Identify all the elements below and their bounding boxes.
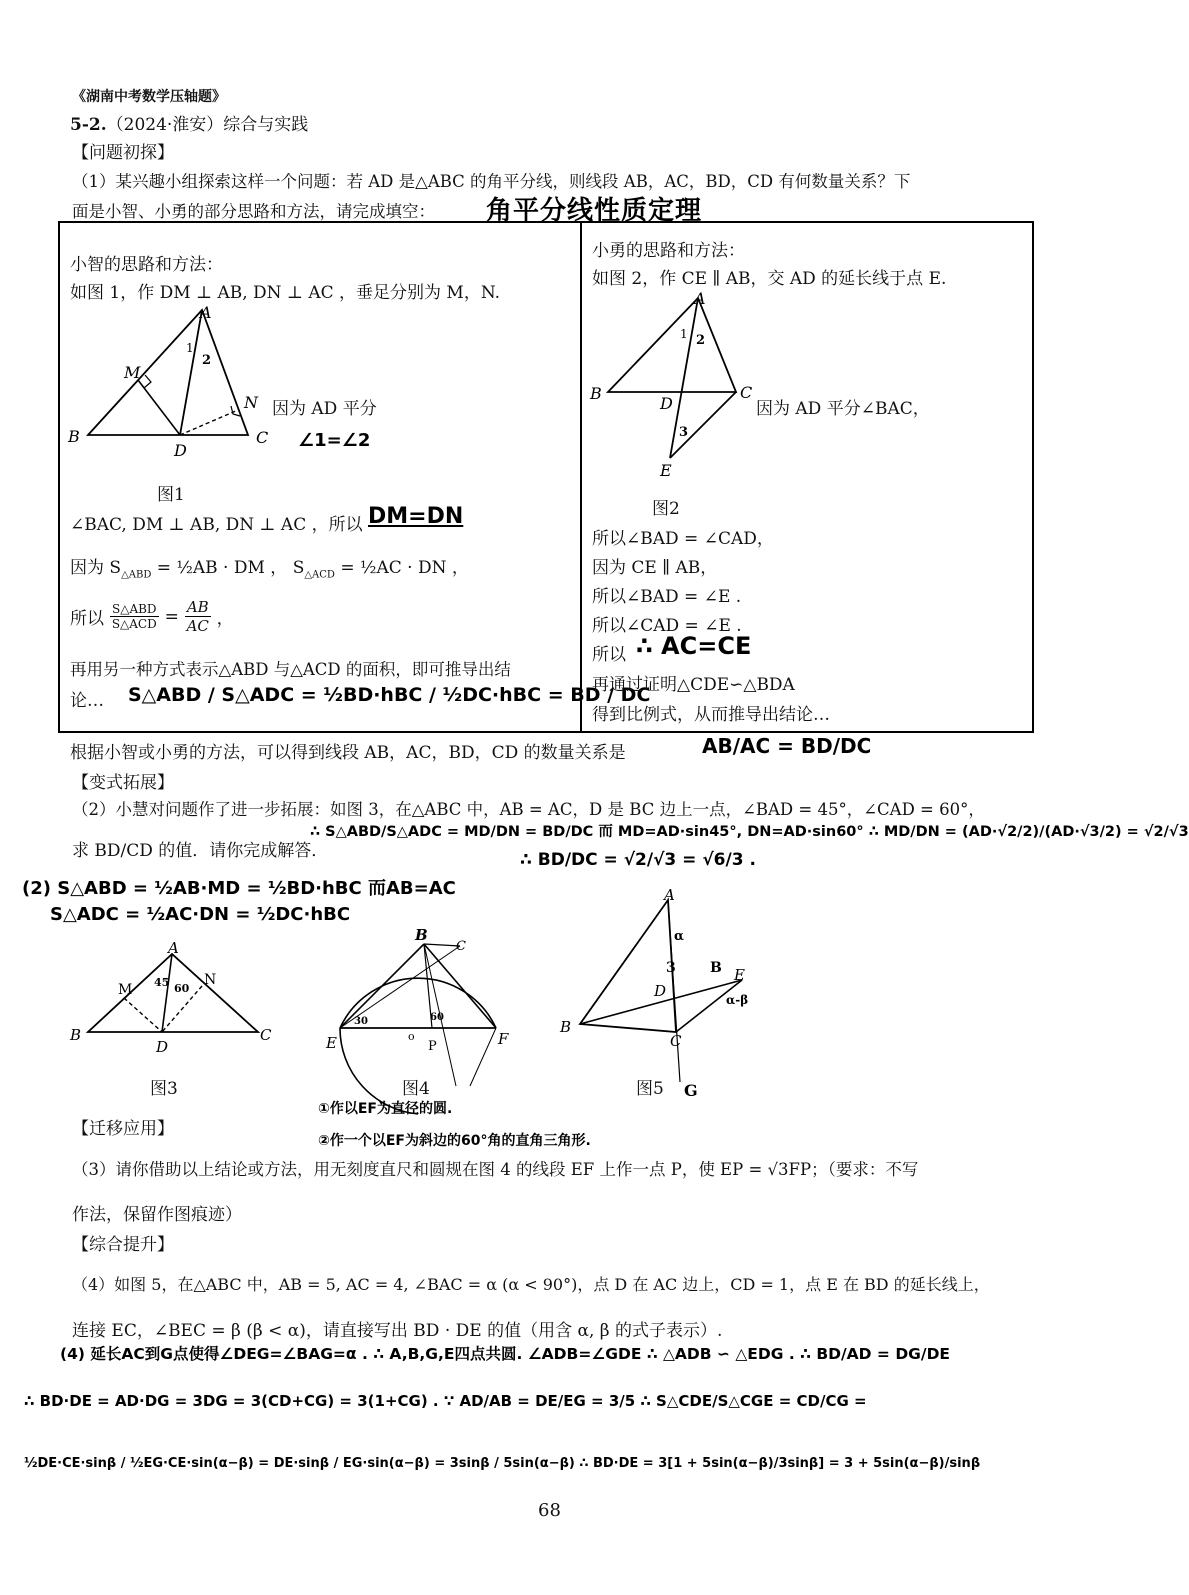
svg-text:2: 2 bbox=[696, 333, 706, 348]
handwritten-q4-solution-line1: (4) 延长AC到G点使得∠DEG=∠BAG=α . ∴ A,B,G,E四点共圆. ∠ADB=∠GDE ∴ △ADB ∽ △EDG . ∴ BD/AD = DG/DE bbox=[60, 1345, 951, 1363]
svg-text:N: N bbox=[204, 972, 217, 988]
handwritten-fig4-step1: ①作以EF为直径的圆. bbox=[318, 1101, 453, 1117]
svg-text:α: α bbox=[674, 929, 685, 944]
handwritten-area-ratio: S△ABD / S△ADC = ½BD·hBC / ½DC·hBC = BD / DC bbox=[128, 684, 651, 706]
right-because-text: 因为 AD 平分∠BAC， bbox=[756, 399, 930, 419]
series-title: 《湖南中考数学压轴题》 bbox=[72, 89, 226, 105]
question-4-line2: 连接 EC，∠BEC = β (β < α)，请直接写出 BD · DE 的值（用含 α, β 的式子表示）. bbox=[72, 1321, 723, 1341]
question-2-line2: 求 BD/CD 的值．请你完成解答． bbox=[72, 841, 329, 861]
right-method-line1: 如图 2，作 CE ∥ AB，交 AD 的延长线于点 E. bbox=[592, 269, 947, 289]
svg-text:B: B bbox=[710, 960, 722, 976]
left-method-line2: ∠BAC, DM ⊥ AB, DN ⊥ AC ，所以 bbox=[70, 515, 363, 535]
handwritten-ac-ce: ∴ AC=CE bbox=[636, 632, 752, 660]
conclusion-text: 根据小智或小勇的方法，可以得到线段 AB，AC，BD，CD 的数量关系是 bbox=[70, 743, 626, 763]
svg-text:D: D bbox=[660, 394, 673, 413]
handwritten-conclusion: AB/AC = BD/DC bbox=[702, 734, 872, 758]
svg-text:E: E bbox=[326, 1034, 337, 1052]
figure-3-diagram bbox=[62, 940, 292, 1060]
svg-text:E: E bbox=[660, 461, 672, 480]
svg-text:B: B bbox=[560, 1018, 572, 1036]
left-method-line4: 所以 S△ABD S△ACD = $\frac{AB}{AC}$ ， bbox=[70, 598, 234, 635]
svg-text:o: o bbox=[408, 1030, 415, 1043]
svg-text:α-β: α-β bbox=[726, 993, 749, 1007]
svg-text:45: 45 bbox=[154, 976, 170, 989]
figure-1-caption: 图1 bbox=[157, 485, 185, 505]
svg-text:D: D bbox=[156, 1038, 169, 1056]
svg-text:P: P bbox=[428, 1039, 437, 1054]
handwritten-angle-equal: ∠1=∠2 bbox=[298, 430, 371, 451]
svg-text:3: 3 bbox=[666, 960, 676, 976]
left-method-line3: 因为 $S_{\triangle ABD}$ = ½AB · DM ， $S_{\triangle ACD}$ = ½AC · DN ， bbox=[70, 558, 469, 581]
figure-2-diagram bbox=[584, 286, 784, 486]
handwritten-q2-solution-line3: (2) S△ABD = ½AB·MD = ½BD·hBC 而AB=AC bbox=[22, 878, 456, 899]
svg-text:2: 2 bbox=[202, 353, 212, 368]
figure-2-caption: 图2 bbox=[652, 499, 680, 519]
svg-text:C: C bbox=[670, 1032, 682, 1050]
svg-text:G: G bbox=[684, 1081, 698, 1100]
svg-text:A: A bbox=[694, 289, 706, 308]
handwritten-dm-dn: DM=DN bbox=[368, 504, 464, 529]
question-2-line1: （2）小慧对问题作了进一步拓展：如图 3，在△ABC 中，AB = AC，D 是 BC 边上一点，∠BAD = 45°，∠CAD = 60°， bbox=[72, 800, 985, 819]
problem-header bbox=[70, 110, 308, 135]
question-4-line1: （4）如图 5，在△ABC 中，AB = 5, AC = 4, ∠BAC = α (α < 90°)，点 D 在 AC 边上，CD = 1，点 E 在 BD 的延长线上， bbox=[72, 1275, 990, 1294]
left-method-title: 小智的思路和方法： bbox=[70, 255, 223, 275]
page-number: 68 bbox=[538, 1500, 561, 1521]
svg-text:C: C bbox=[740, 383, 753, 402]
figure-5-caption: 图5 bbox=[636, 1079, 664, 1099]
svg-text:1: 1 bbox=[680, 327, 688, 341]
svg-text:E: E bbox=[734, 966, 745, 984]
left-method-line1: 如图 1，作 DM ⊥ AB, DN ⊥ AC ，垂足分别为 M，N. bbox=[70, 283, 501, 303]
section-heading-advanced: 【综合提升】 bbox=[72, 1235, 174, 1255]
svg-text:30: 30 bbox=[354, 1016, 368, 1027]
handwritten-fig4-step2: ②作一个以EF为斜边的60°角的直角三角形. bbox=[318, 1133, 591, 1149]
svg-text:B: B bbox=[590, 384, 602, 403]
svg-text:C: C bbox=[456, 939, 466, 954]
section-heading-extension: 【变式拓展】 bbox=[72, 773, 174, 793]
handwritten-q2-solution-line2: ∴ BD/DC = √2/√3 = √6/3 . bbox=[520, 850, 756, 870]
question-3-line2: 作法，保留作图痕迹） bbox=[72, 1205, 242, 1225]
left-method-line6: 论… bbox=[70, 691, 104, 711]
right-method-line7: 再通过证明△CDE∽△BDA bbox=[592, 675, 795, 695]
right-method-line2: 所以∠BAD = ∠CAD， bbox=[592, 529, 774, 549]
question-1-line2: 面是小智、小勇的部分思路和方法，请完成填空： bbox=[72, 202, 435, 221]
svg-text:N: N bbox=[244, 393, 258, 412]
svg-text:60: 60 bbox=[174, 982, 190, 995]
right-method-line6: 所以 bbox=[592, 645, 626, 665]
figure-4-diagram bbox=[320, 916, 520, 1096]
figure-5-diagram bbox=[556, 886, 796, 1106]
handwritten-q2-solution-line1: ∴ S△ABD/S△ADC = MD/DN = BD/DC 而 MD=AD·sin45°, DN=AD·sin60° ∴ MD/DN = (AD·√2/2)/(AD·√3/2) = √2/√3 bbox=[310, 824, 1189, 840]
section-heading-application: 【迁移应用】 bbox=[72, 1119, 174, 1139]
svg-text:C: C bbox=[260, 1026, 272, 1044]
svg-text:B: B bbox=[68, 427, 80, 446]
question-1-line1: （1）某兴趣小组探索这样一个问题：若 AD 是△ABC 的角平分线，则线段 AB，AC，BD，CD 有何数量关系？下 bbox=[72, 172, 911, 191]
svg-text:60: 60 bbox=[430, 1012, 444, 1023]
svg-text:C: C bbox=[256, 428, 269, 447]
handwritten-q4-solution-line3: ½DE·CE·sinβ / ½EG·CE·sin(α−β) = DE·sinβ / EG·sin(α−β) = 3sinβ / 5sin(α−β) ∴ BD·DE = 3[1 + 5sin(α−β)/3sinβ] = 3 + 5sin(α−β)/sinβ bbox=[24, 1456, 981, 1471]
svg-text:A: A bbox=[200, 303, 212, 322]
svg-text:A: A bbox=[168, 939, 179, 957]
svg-text:B: B bbox=[70, 1026, 82, 1044]
svg-text:F: F bbox=[498, 1030, 509, 1048]
left-method-line5: 再用另一种方式表示△ABD 与△ACD 的面积，即可推导出结 bbox=[70, 660, 511, 679]
problem-number: 5-2. bbox=[70, 115, 107, 135]
svg-text:D: D bbox=[174, 441, 187, 460]
svg-text:1: 1 bbox=[186, 341, 194, 355]
right-method-line3: 因为 CE ∥ AB， bbox=[592, 558, 718, 578]
figure-4-caption: 图4 bbox=[402, 1079, 430, 1099]
svg-text:M: M bbox=[124, 363, 141, 382]
problem-title: （2024·淮安）综合与实践 bbox=[106, 115, 309, 135]
right-method-line4: 所以∠BAD = ∠E . bbox=[592, 587, 742, 607]
handwritten-theorem: 角平分线性质定理 bbox=[486, 196, 703, 226]
svg-text:D: D bbox=[654, 982, 667, 1000]
handwritten-q4-solution-line2: ∴ BD·DE = AD·DG = 3DG = 3(CD+CG) = 3(1+CG) . ∵ AD/AB = DE/EG = 3/5 ∴ S△CDE/S△CGE = CD/CG = bbox=[24, 1392, 867, 1410]
figure-3-caption: 图3 bbox=[150, 1079, 178, 1099]
svg-text:B: B bbox=[415, 926, 428, 944]
section-heading-explore: 【问题初探】 bbox=[72, 143, 174, 163]
svg-text:M: M bbox=[118, 982, 133, 998]
left-because-text: 因为 AD 平分 bbox=[272, 399, 377, 419]
handwritten-q2-solution-line4: S△ADC = ½AC·DN = ½DC·hBC bbox=[50, 904, 351, 925]
right-method-line5: 所以∠CAD = ∠E . bbox=[592, 616, 742, 636]
svg-text:A: A bbox=[664, 886, 675, 904]
right-method-title: 小勇的思路和方法： bbox=[592, 241, 745, 261]
question-3-line1: （3）请你借助以上结论或方法，用无刻度直尺和圆规在图 4 的线段 EF 上作一点 P，使 EP = √3FP；（要求：不写 bbox=[72, 1160, 919, 1179]
svg-text:3: 3 bbox=[679, 425, 689, 440]
right-method-line8: 得到比例式，从而推导出结论… bbox=[592, 705, 830, 725]
